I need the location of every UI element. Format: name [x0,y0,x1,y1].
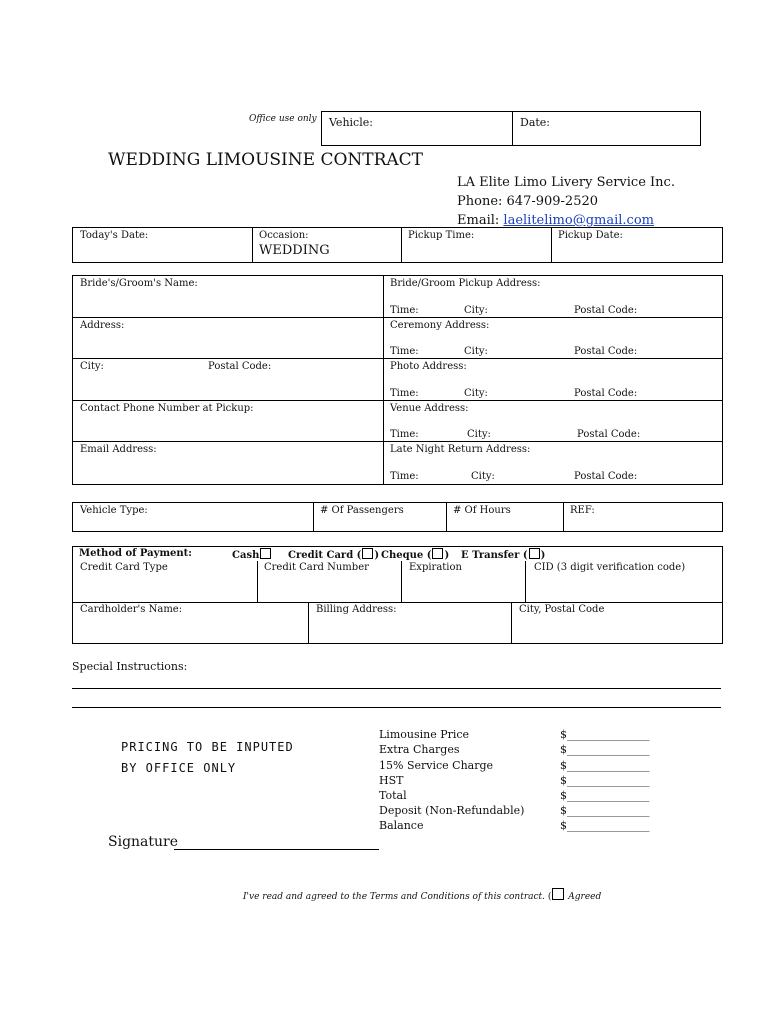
office-date-field[interactable] [512,111,701,146]
price-label-service: 15% Service Charge [379,759,494,772]
agreed-label: Agreed [568,892,602,902]
pickup-address-field[interactable] [383,275,723,318]
office-vehicle-field[interactable] [321,111,513,146]
ceremony-city-sub: City: [464,346,488,357]
venue-address-label: Venue Address: [390,403,469,414]
payment-cash-option[interactable]: Cash [232,548,272,561]
todays-date-label: Today's Date: [80,230,149,241]
hours-label: # Of Hours [453,505,511,516]
ref-field[interactable] [563,502,723,532]
price-value-total[interactable]: $_______________ [560,789,650,802]
late-time-sub: Time: [390,471,419,482]
venue-address-field[interactable] [383,400,723,442]
cheque-checkbox[interactable] [432,548,443,559]
company-name: LA Elite Limo Livery Service Inc. [457,175,675,190]
card-number-field[interactable] [257,561,402,603]
expiration-field[interactable] [401,561,526,603]
terms-agreement: I've read and agreed to the Terms and Conditions of this contract. ( Agreed [243,888,601,902]
price-label-total: Total [379,789,407,802]
billing-city-field[interactable] [511,602,723,644]
pickup-time-label: Pickup Time: [408,230,475,241]
payment-method-label: Method of Payment: [79,548,192,559]
signature-label: Signature [108,834,179,850]
contact-phone-label: Contact Phone Number at Pickup: [80,403,254,414]
pickup-time-sub: Time: [390,305,419,316]
cardholder-label: Cardholder's Name: [80,604,183,615]
photo-postal-sub: Postal Code: [574,388,638,399]
venue-city-sub: City: [467,429,491,440]
occasion-value: WEDDING [259,243,330,258]
card-type-label: Credit Card Type [80,562,168,573]
price-value-deposit[interactable]: $_______________ [560,804,650,817]
pricing-note-line-2: BY OFFICE ONLY [121,761,237,775]
ceremony-address-field[interactable] [383,317,723,359]
email-field[interactable] [72,441,384,485]
city-label: City: [80,361,104,372]
photo-address-label: Photo Address: [390,361,467,372]
office-vehicle-label: Vehicle: [329,116,373,129]
late-night-address-label: Late Night Return Address: [390,444,531,455]
passengers-field[interactable] [313,502,447,532]
postal-label: Postal Code: [208,361,272,372]
pickup-postal-sub: Postal Code: [574,305,638,316]
pickup-address-label: Bride/Groom Pickup Address: [390,278,541,289]
venue-postal-sub: Postal Code: [577,429,641,440]
late-postal-sub: Postal Code: [574,471,638,482]
pickup-date-field[interactable] [551,227,723,263]
cid-field[interactable] [525,561,723,603]
photo-time-sub: Time: [390,388,419,399]
company-email-label: Email: [457,213,500,228]
price-value-balance[interactable]: $_______________ [560,819,650,832]
special-instructions-line-2[interactable] [72,707,721,708]
card-number-label: Credit Card Number [264,562,369,573]
price-label-limousine: Limousine Price [379,728,470,741]
photo-address-field[interactable] [383,358,723,401]
address-field[interactable] [72,317,384,359]
agreed-checkbox[interactable] [552,888,564,900]
cash-checkbox[interactable] [260,548,271,559]
price-value-service[interactable]: $_______________ [560,759,650,772]
signature-line[interactable] [174,849,379,850]
pickup-time-field[interactable] [401,227,552,263]
price-label-balance: Balance [379,819,424,832]
billing-city-label: City, Postal Code [519,604,605,615]
price-value-hst[interactable]: $_______________ [560,774,650,787]
occasion-label: Occasion: [259,230,309,241]
expiration-label: Expiration [409,562,462,573]
office-date-label: Date: [520,116,551,129]
name-label: Bride's/Groom's Name: [80,278,198,289]
company-email-link[interactable]: laelitelimo@gmail.com [503,213,654,228]
terms-text: I've read and agreed to the Terms and Conditions of this contract. [243,892,546,902]
ceremony-address-label: Ceremony Address: [390,320,490,331]
page-title: WEDDING LIMOUSINE CONTRACT [108,150,424,170]
vehicle-type-field[interactable] [72,502,314,532]
price-label-hst: HST [379,774,404,787]
email-label: Email Address: [80,444,157,455]
card-type-field[interactable] [72,561,258,603]
cardholder-field[interactable] [72,602,309,644]
billing-address-label: Billing Address: [316,604,397,615]
photo-city-sub: City: [464,388,488,399]
payment-etransfer-option[interactable]: E Transfer ( ) [461,550,546,561]
todays-date-field[interactable] [72,227,253,263]
pickup-city-sub: City: [464,305,488,316]
vehicle-type-label: Vehicle Type: [80,505,148,516]
credit-checkbox[interactable] [362,548,373,559]
company-phone: Phone: 647-909-2520 [457,194,599,209]
contact-phone-field[interactable] [72,400,384,442]
payment-cheque-option[interactable]: Cheque ( ) [381,550,450,561]
cid-label: CID (3 digit verification code) [534,562,686,573]
hours-field[interactable] [446,502,564,532]
price-label-deposit: Deposit (Non-Refundable) [379,804,525,817]
price-value-extra[interactable]: $_______________ [560,743,650,756]
payment-credit-option[interactable]: Credit Card ( ) [288,550,380,561]
ref-label: REF: [570,505,595,516]
pricing-note-line-1: PRICING TO BE INPUTED [121,740,294,754]
ceremony-postal-sub: Postal Code: [574,346,638,357]
city-field[interactable] [72,358,384,401]
office-use-label: Office use only [249,114,317,124]
address-label: Address: [80,320,125,331]
ceremony-time-sub: Time: [390,346,419,357]
special-instructions-label: Special Instructions: [72,660,188,673]
company-info [457,173,675,230]
name-field[interactable] [72,275,384,318]
price-value-limousine[interactable]: $_______________ [560,728,650,741]
late-city-sub: City: [471,471,495,482]
pickup-date-label: Pickup Date: [558,230,623,241]
price-label-extra: Extra Charges [379,743,460,756]
passengers-label: # Of Passengers [320,505,404,516]
etransfer-checkbox[interactable] [529,548,540,559]
special-instructions-line-1[interactable] [72,688,721,689]
venue-time-sub: Time: [390,429,419,440]
late-night-address-field[interactable] [383,441,723,485]
billing-address-field[interactable] [308,602,512,644]
occasion-field[interactable] [252,227,402,263]
